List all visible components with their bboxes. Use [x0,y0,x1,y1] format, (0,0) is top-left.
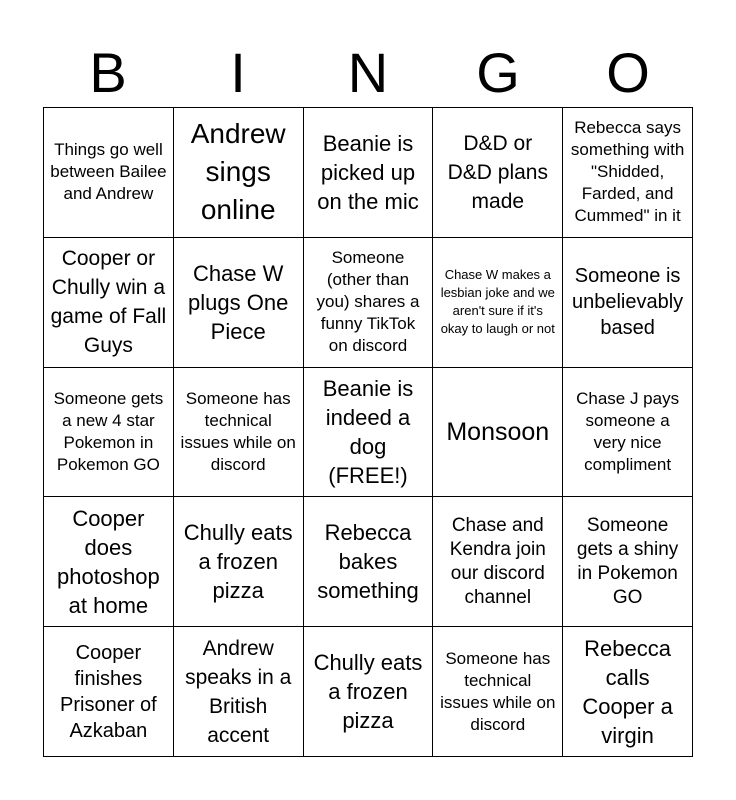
bingo-header [43,40,693,106]
bingo-cell[interactable]: Andrew speaks in a British accent [174,627,304,757]
bingo-cell[interactable]: Cooper does photoshop at home [44,497,174,627]
header-letter-i: I [230,41,246,104]
bingo-cell[interactable]: Beanie is picked up on the mic [304,108,434,238]
header-letter-g: G [476,41,520,104]
bingo-cell[interactable]: Chase W makes a lesbian joke and we aren't sure if it's okay to laugh or not [433,238,563,368]
bingo-cell[interactable]: Cooper finishes Prisoner of Azkaban [44,627,174,757]
bingo-cell[interactable]: Cooper or Chully win a game of Fall Guys [44,238,174,368]
header-letter-o: O [606,41,650,104]
bingo-cell[interactable]: Things go well between Bailee and Andrew [44,108,174,238]
bingo-cell[interactable]: Someone gets a shiny in Pokemon GO [563,497,693,627]
bingo-cell[interactable]: Chully eats a frozen pizza [304,627,434,757]
bingo-cell[interactable]: Rebecca bakes something [304,497,434,627]
bingo-cell[interactable]: Someone gets a new 4 star Pokemon in Pokemon GO [44,368,174,498]
bingo-cell[interactable]: Rebecca says something with "Shidded, Farded, and Cummed" in it [563,108,693,238]
bingo-cell[interactable]: Chase and Kendra join our discord channel [433,497,563,627]
header-letter-n: N [347,41,389,104]
bingo-cell[interactable]: D&D or D&D plans made [433,108,563,238]
bingo-cell[interactable]: Beanie is indeed a dog (FREE!) [304,368,434,498]
bingo-grid [43,107,693,757]
bingo-cell[interactable]: Andrew sings online [174,108,304,238]
bingo-cell[interactable]: Chase J pays someone a very nice compliment [563,368,693,498]
bingo-cell[interactable]: Someone (other than you) shares a funny TikTok on discord [304,238,434,368]
bingo-cell[interactable]: Someone has technical issues while on discord [174,368,304,498]
bingo-cell[interactable]: Chully eats a frozen pizza [174,497,304,627]
bingo-cell[interactable]: Rebecca calls Cooper a virgin [563,627,693,757]
bingo-cell[interactable]: Monsoon [433,368,563,498]
bingo-cell[interactable]: Chase W plugs One Piece [174,238,304,368]
bingo-cell[interactable]: Someone has technical issues while on discord [433,627,563,757]
bingo-cell[interactable]: Someone is unbelievably based [563,238,693,368]
header-letter-b: B [89,41,127,104]
